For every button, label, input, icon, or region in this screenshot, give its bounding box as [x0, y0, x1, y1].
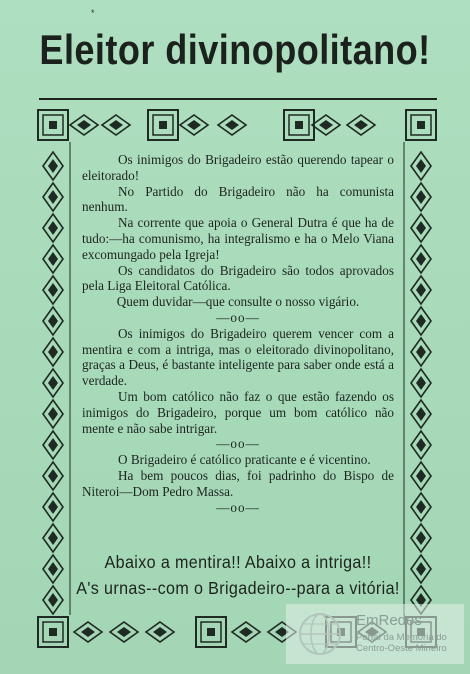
border-diamond-core — [48, 407, 58, 421]
border-diamond-core — [416, 252, 426, 266]
paragraph-8: O Brigadeiro é católico praticante e é vicentino. — [118, 452, 371, 468]
border-diamond-core — [416, 314, 426, 328]
border-diamond-core — [48, 562, 58, 576]
border-diamond-core — [354, 120, 368, 130]
border-diamond-core — [48, 283, 58, 297]
border-diamond-core — [416, 190, 426, 204]
border-diamond-core — [48, 345, 58, 359]
border-square-core — [295, 121, 303, 129]
watermark-name: EmRedes — [356, 612, 422, 629]
border-diamond-core — [77, 120, 91, 130]
border-square-core — [417, 121, 425, 129]
paragraph-9: Ha bem poucos dias, foi padrinho do Bispo de Niteroi—Dom Pedro Massa. — [82, 467, 394, 499]
border-diamond-core — [416, 562, 426, 576]
separator-2: —oo— — [216, 436, 260, 452]
border-diamond-core — [416, 345, 426, 359]
border-diamond-core — [416, 221, 426, 235]
border-diamond-core — [48, 500, 58, 514]
border-diamond-core — [416, 159, 426, 173]
paragraph-7: Um bom católico não faz o que estão fazendo os inimigos do Brigadeiro, porque um bom católico não mente e não sabe intrigar. — [82, 388, 394, 436]
paragraph-5: Quem duvidar—que consulte o nosso vigário. — [116, 294, 360, 310]
paragraph-1: Os inimigos do Brigadeiro estão querendo tapear o eleitorado! — [82, 152, 394, 183]
border-diamond-core — [48, 190, 58, 204]
border-diamond-core — [416, 283, 426, 297]
paragraph-6: Os inimigos do Brigadeiro querem vencer com a mentira e com a intriga, mas o eleitorado divinopolitano, graças a Deus, é bastante inteligente para saber onde está a verdade. — [82, 325, 394, 389]
paragraph-4: Os candidatos do Brigadeiro são todos aprovados pela Liga Eleitoral Católica. — [82, 262, 394, 294]
border-diamond-core — [48, 376, 58, 390]
separator-3: —oo— — [216, 499, 260, 515]
border-diamond-core — [48, 314, 58, 328]
border-diamond-core — [416, 531, 426, 545]
border-diamond-core — [416, 376, 426, 390]
page-title: Eleitor divinopolitano! — [39, 26, 431, 73]
border-diamond-core — [48, 469, 58, 483]
border-diamond-core — [416, 469, 426, 483]
border-diamond-core — [153, 627, 167, 637]
border-diamond-core — [81, 627, 95, 637]
border-diamond-core — [117, 627, 131, 637]
paragraph-2: No Partido do Brigadeiro não ha comunista nenhum. — [82, 183, 394, 215]
border-diamond-core — [239, 627, 253, 637]
globe-icon — [294, 610, 346, 658]
title-rule — [39, 98, 437, 100]
border-diamond-core — [48, 252, 58, 266]
border-square-core — [49, 121, 57, 129]
border-square-core — [49, 628, 57, 636]
watermark — [286, 604, 464, 664]
border-diamond-core — [319, 120, 333, 130]
border-square-core — [159, 121, 167, 129]
border-diamond-core — [416, 407, 426, 421]
leaflet-body — [82, 152, 394, 515]
border-diamond-core — [187, 120, 201, 130]
slogan-line-2: A's urnas--com o Brigadeiro--para a vitória! — [76, 578, 400, 598]
border-diamond-core — [416, 438, 426, 452]
border-diamond-core — [48, 159, 58, 173]
slogan-line-1: Abaixo a mentira!! Abaixo a intriga!! — [104, 552, 372, 572]
separator-1: —oo— — [216, 309, 260, 325]
corner-mark: * — [91, 8, 95, 18]
border-diamond-core — [48, 531, 58, 545]
border-diamond-core — [109, 120, 123, 130]
border-square-core — [207, 628, 215, 636]
border-diamond-core — [48, 593, 58, 607]
watermark-subtitle: Portal da Memória do Centro-Oeste Mineiro — [356, 632, 447, 654]
border-diamond-core — [416, 500, 426, 514]
border-diamond-core — [48, 221, 58, 235]
paragraph-3: Na corrente que apoia o General Dutra é que ha de tudo:—ha comunismo, ha integralismo e ha o Melo Viana excomungado pela Igreja! — [82, 215, 394, 262]
border-diamond-core — [48, 438, 58, 452]
border-diamond-core — [225, 120, 239, 130]
